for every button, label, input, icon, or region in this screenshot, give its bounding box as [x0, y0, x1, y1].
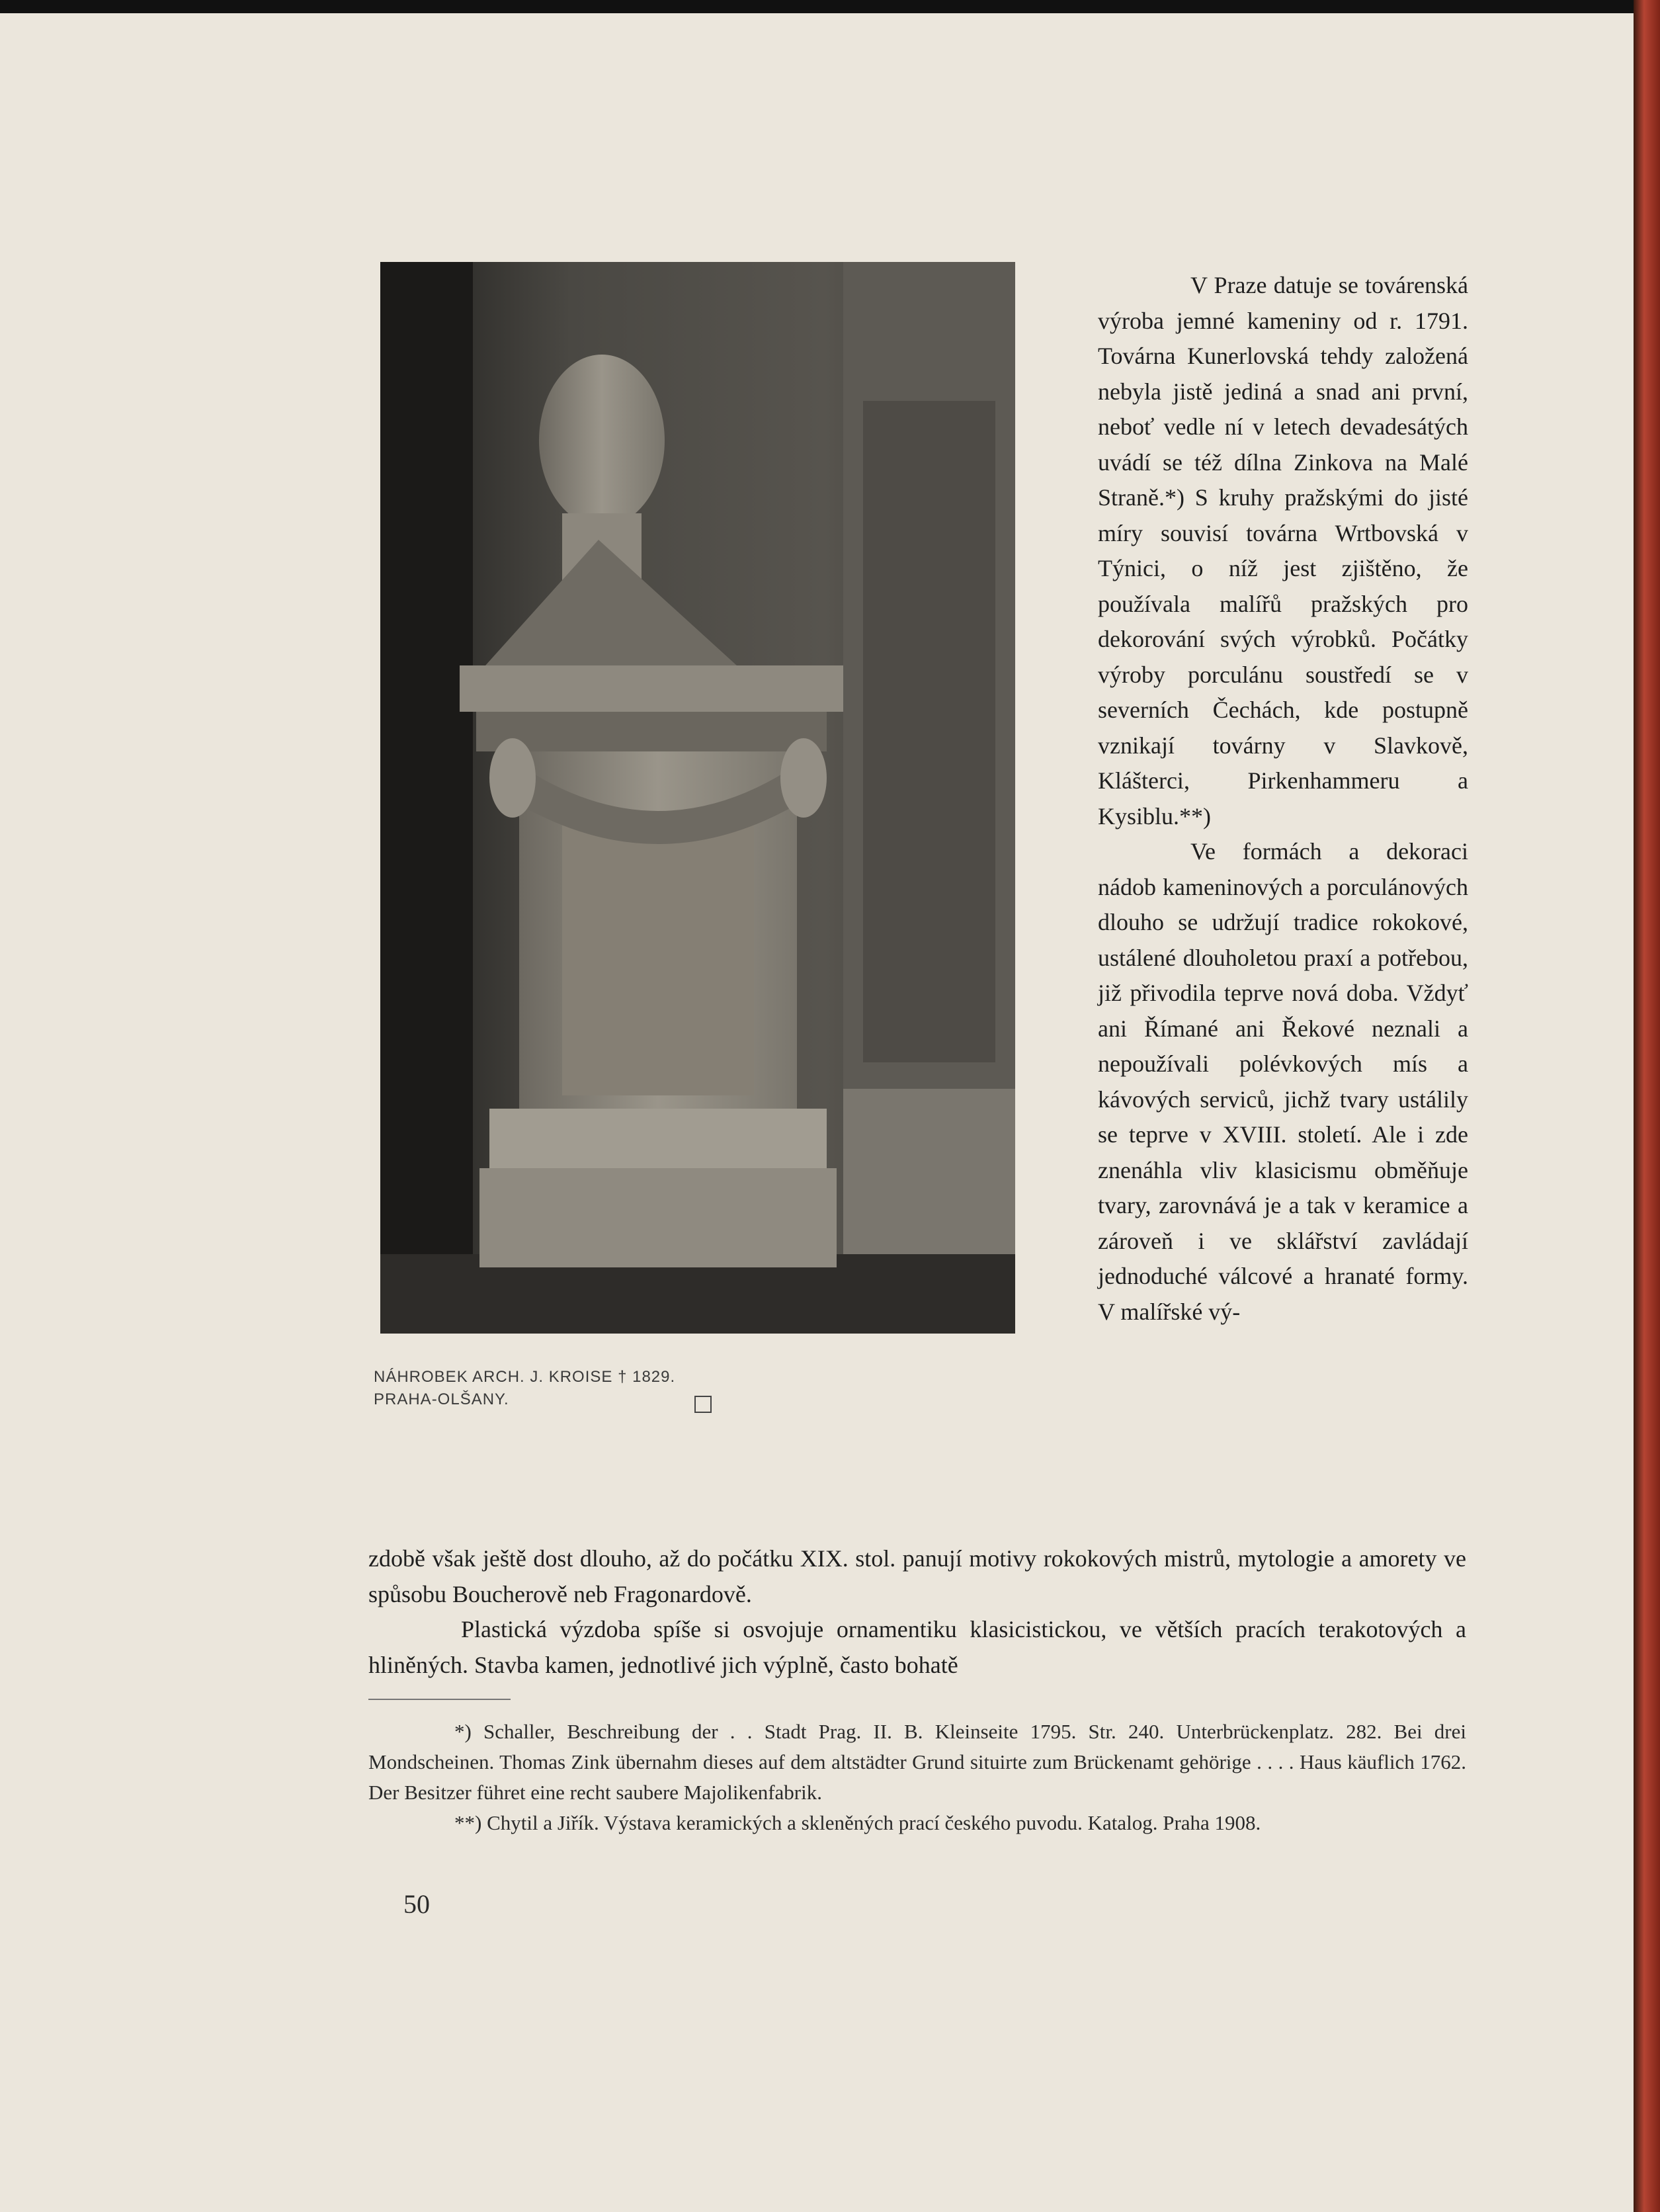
full-width-text: [368, 1541, 1466, 1683]
book-spine-edge: [1634, 0, 1660, 2212]
column-text: [1098, 268, 1468, 1330]
tombstone-photo-drawing: [380, 262, 1015, 1334]
caption-square-mark: [694, 1396, 712, 1413]
book-page: [0, 13, 1634, 2212]
footnote: **) Chytil a Jiřík. Výstava keramických a skleněných prací českého puvodu. Katalog. Praha 1908.: [454, 1811, 1261, 1834]
figure-caption: [374, 1366, 718, 1411]
caption-line: PRAHA-OLŠANY.: [374, 1390, 509, 1408]
caption-line: NÁHROBEK ARCH. J. KROISE † 1829.: [374, 1368, 676, 1386]
footnote: *) Schaller, Beschreibung der . . Stadt Prag. II. B. Kleinseite 1795. Str. 240. Unterbrückenplatz. 282. Bei drei Mondscheinen. Thomas Zink übernahm dieses auf dem altstädter Grund situirte zum Brückenamt gehörige . . . . Haus käuflich 1762. Der Besitzer führet eine recht saubere Majolikenfabrik.: [368, 1720, 1466, 1804]
footnote-divider: [368, 1699, 511, 1700]
paragraph: Ve formách a dekoraci nádob kameninových a porculánových dlouho se udržují tradice rokokové, ustálené dlouholetou praxí a potřebou, již přivodila teprve nová doba. Vždyť ani Římané ani Řekové neznali a nepoužívali polévkových mís a kávových serviců, jichž tvary ustálily se teprve v XVIII. století. Ale i zde znenáhla vliv klasicismu obměňuje tvary, zarovnává je a tak v keramice a zároveň i ve sklářství zavládají jednoduché válcové a hranaté formy. V malířské vý-: [1098, 838, 1468, 1325]
paragraph: V Praze datuje se továrenská výroba jemné kameniny od r. 1791. Továrna Kunerlovská tehdy založená nebyla jistě jediná a snad ani první, neboť vedle ní v letech devadesátých uvádí se též dílna Zinkova na Malé Straně.*) S kruhy pražskými do jisté míry souvisí továrna Wrtbovská v Týnici, o níž jest zjištěno, že používala malířů pražských pro dekorování svých výrobků. Počátky výroby porculánu soustředí se v severních Čechách, kde postupně vznikají továrny v Slavkově, Klášterci, Pirkenhammeru a Kysiblu.**): [1098, 272, 1468, 830]
page-number: 50: [403, 1889, 430, 1919]
tombstone-photograph: [380, 262, 1015, 1334]
paragraph: Plastická výzdoba spíše si osvojuje ornamentiku klasicistickou, ve větších pracích terakotových a hliněných. Stavba kamen, jednotlivé jich výplně, často bohatě: [368, 1616, 1466, 1678]
paragraph: zdobě však ještě dost dlouho, až do počátku XIX. stol. panují motivy rokokových mistrů, mytologie a amorety ve spůsobu Boucherově neb Fragonardově.: [368, 1545, 1466, 1607]
footnotes: [368, 1717, 1466, 1838]
